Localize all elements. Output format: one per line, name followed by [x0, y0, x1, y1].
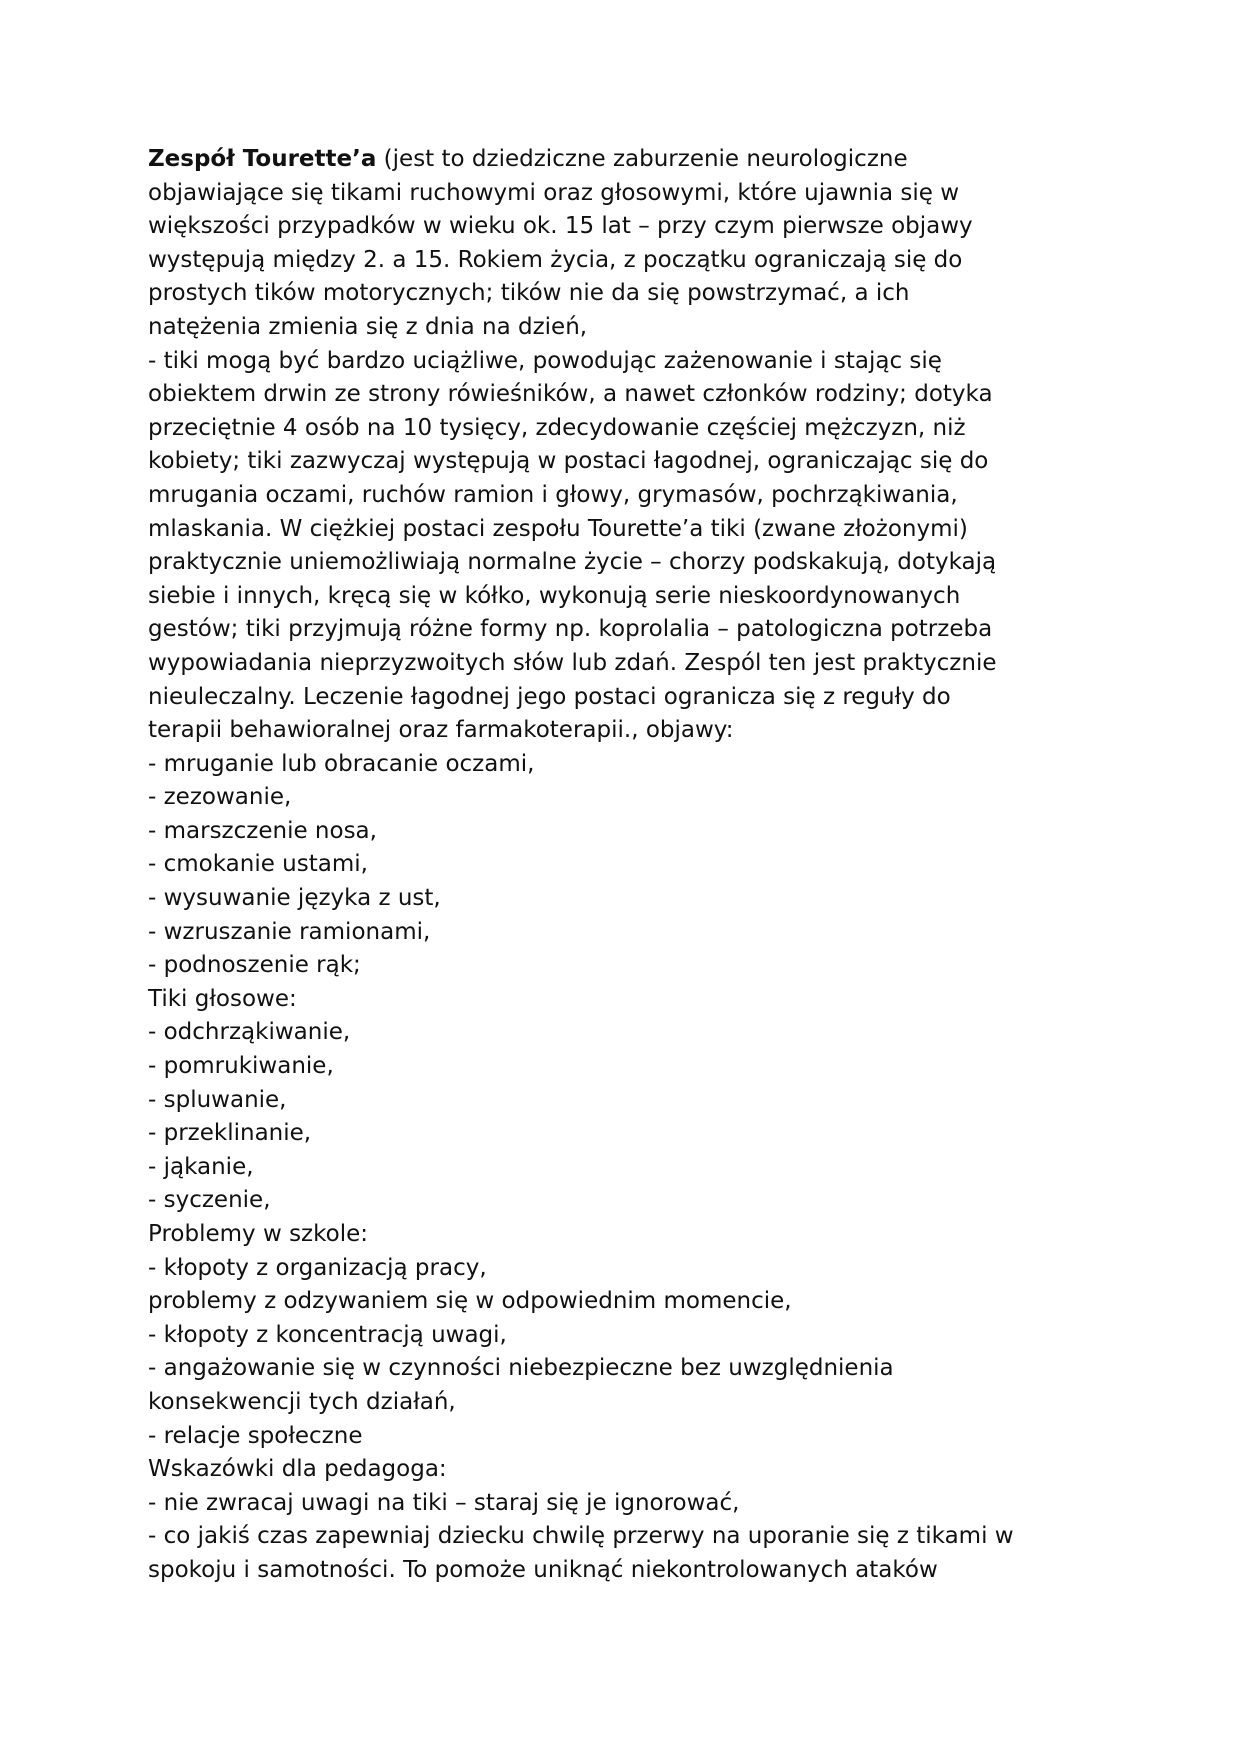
intro-line: siebie i innych, kręcą się w kółko, wykonują serie nieskoordynowanych	[148, 582, 961, 609]
list-item-school-problem: problemy z odzywaniem się w odpowiednim momencie,	[148, 1288, 792, 1315]
list-item-school-problem: - relacje społeczne	[148, 1422, 363, 1449]
list-item-motor-symptom: - zezowanie,	[148, 784, 292, 811]
list-item-vocal-tic: - pomrukiwanie,	[148, 1053, 334, 1080]
intro-line: natężenia zmienia się z dnia na dzień,	[148, 313, 588, 340]
intro-line: - tiki mogą być bardzo uciążliwe, powodując zażenowanie i stając się	[148, 347, 942, 374]
intro-line: prostych tików motorycznych; tików nie da się powstrzymać, a ich	[148, 280, 910, 307]
list-item-vocal-tic: - odchrząkiwanie,	[148, 1019, 351, 1046]
list-item-motor-symptom: - marszczenie nosa,	[148, 817, 377, 844]
intro-line: występują między 2. a 15. Rokiem życia, z początku ograniczają się do	[148, 246, 963, 273]
list-item-motor-symptom: - wzruszanie ramionami,	[148, 918, 431, 945]
intro-line: przeciętnie 4 osób na 10 tysięcy, zdecydowanie częściej mężczyzn, niż	[148, 414, 966, 441]
list-item-vocal-tic: - przeklinanie,	[148, 1120, 312, 1147]
list-item-vocal-tic: - syczenie,	[148, 1187, 271, 1214]
intro-line: mlaskania. W ciężkiej postaci zespołu Tourette’a tiki (zwane złożonymi)	[148, 515, 968, 542]
intro-line: większości przypadków w wieku ok. 15 lat – przy czym pierwsze objawy	[148, 213, 973, 240]
intro-line: praktycznie uniemożliwiają normalne życie – chorzy podskakują, dotykają	[148, 549, 997, 576]
pedagogue-tips-heading: Wskazówki dla pedagoga:	[148, 1456, 447, 1483]
school-problems-heading: Problemy w szkole:	[148, 1221, 368, 1247]
list-item-school-problem: - angażowanie się w czynności niebezpieczne bez uwzględnienia	[148, 1355, 894, 1382]
document-body	[148, 143, 1098, 1588]
intro-line-text: (jest to dziedziczne zaburzenie neurologiczne	[376, 146, 908, 172]
intro-line: nieuleczalny. Leczenie łagodnej jego postaci ogranicza się z reguły do	[148, 683, 951, 710]
list-item-school-problem: konsekwencji tych działań,	[148, 1388, 456, 1415]
list-item-vocal-tic: - jąkanie,	[148, 1153, 254, 1180]
list-item-motor-symptom: - podnoszenie rąk;	[148, 952, 361, 979]
intro-line-1	[148, 143, 1098, 177]
intro-line: kobiety; tiki zazwyczaj występują w postaci łagodnej, ograniczając się do	[148, 448, 989, 475]
list-item-motor-symptom: - cmokanie ustami,	[148, 851, 368, 878]
document-title: Zespół Tourette’a	[148, 146, 377, 172]
intro-line: gestów; tiki przyjmują różne formy np. koprolalia – patologiczna potrzeba	[148, 616, 993, 643]
intro-line: terapii behawioralnej oraz farmakoterapii., objawy:	[148, 717, 734, 744]
list-item-vocal-tic: - spluwanie,	[148, 1086, 287, 1113]
list-item-motor-symptom: - wysuwanie języka z ust,	[148, 885, 441, 912]
vocal-tics-heading: Tiki głosowe:	[148, 985, 297, 1012]
intro-line: obiektem drwin ze strony rówieśników, a nawet członków rodziny; dotyka	[148, 381, 993, 408]
list-item-school-problem: - kłopoty z organizacją pracy,	[148, 1254, 487, 1281]
list-item-motor-symptom: - mruganie lub obracanie oczami,	[148, 750, 535, 777]
list-item-pedagogue-tip: - nie zwracaj uwagi na tiki – staraj się je ignorować,	[148, 1489, 740, 1516]
list-item-pedagogue-tip: spokoju i samotności. To pomoże uniknąć niekontrolowanych ataków	[148, 1556, 938, 1583]
list-item-pedagogue-tip: - co jakiś czas zapewniaj dziecku chwilę przerwy na uporanie się z tikami w	[148, 1523, 1014, 1550]
intro-line: wypowiadania nieprzyzwoitych słów lub zdań. Zespól ten jest praktycznie	[148, 649, 997, 676]
intro-line: objawiające się tikami ruchowymi oraz głosowymi, które ujawnia się w	[148, 179, 960, 206]
list-item-school-problem: - kłopoty z koncentracją uwagi,	[148, 1321, 507, 1348]
intro-line: mrugania oczami, ruchów ramion i głowy, grymasów, pochrząkiwania,	[148, 481, 958, 508]
